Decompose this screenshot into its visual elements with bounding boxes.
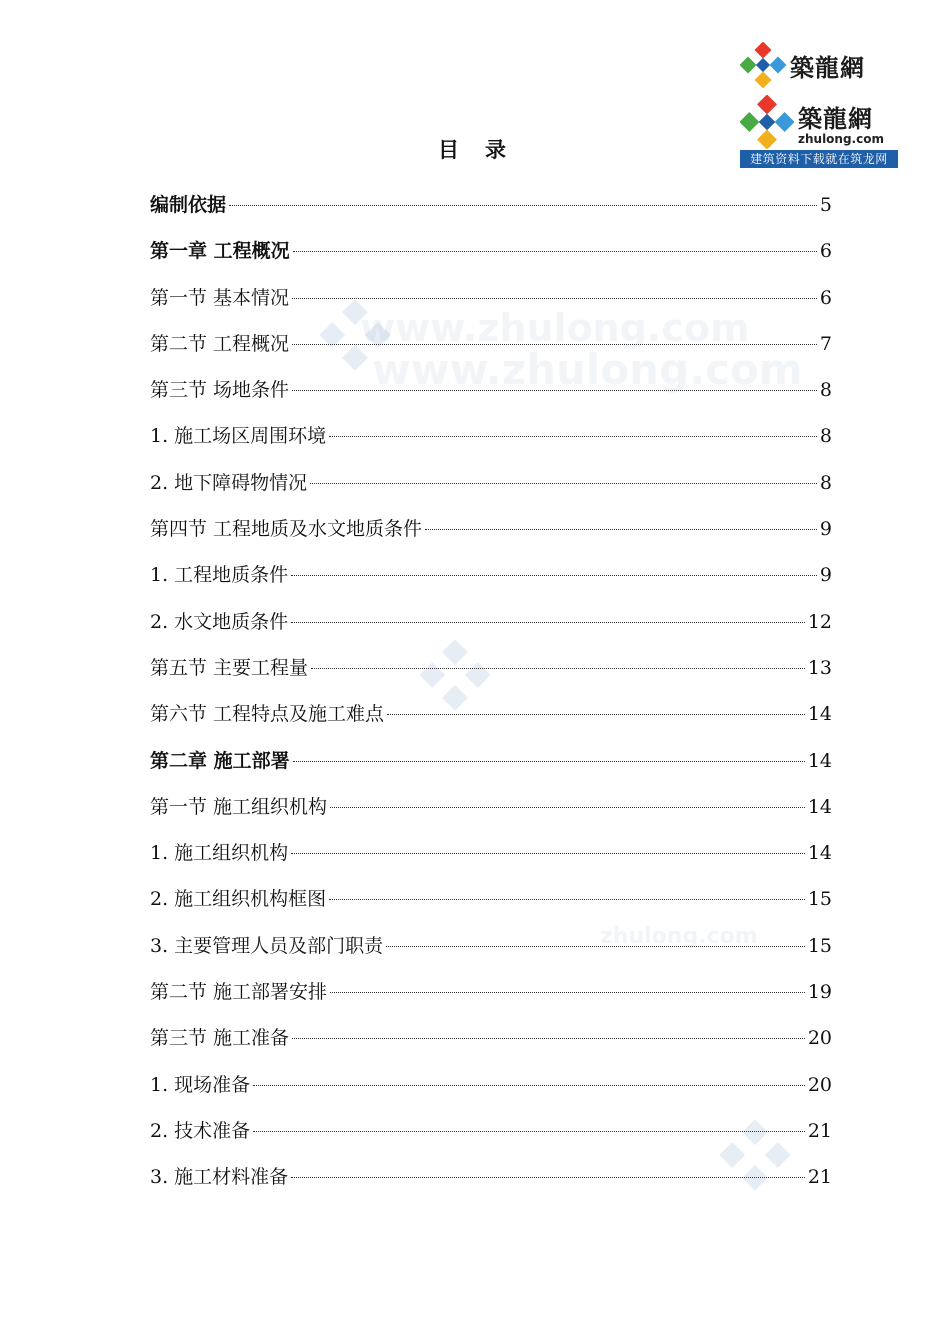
toc-entry[interactable] <box>150 190 832 236</box>
toc-entry-page: 7 <box>819 332 832 355</box>
toc-dot-leader <box>292 390 817 391</box>
toc-dot-leader <box>329 899 805 900</box>
toc-entry[interactable] <box>150 421 832 467</box>
toc-dot-leader <box>291 575 817 576</box>
toc-entry-label: 1. 现场准备 <box>150 1073 251 1096</box>
toc-entry[interactable] <box>150 977 832 1023</box>
toc-dot-leader <box>291 853 805 854</box>
toc-entry-page: 21 <box>807 1119 832 1142</box>
watermark-text: www.zhulong.com <box>360 306 750 350</box>
toc-dot-leader <box>293 761 805 762</box>
toc-entry-label: 第六节 工程特点及施工难点 <box>150 703 385 726</box>
toc-entry[interactable] <box>150 931 832 977</box>
toc-dot-leader <box>311 668 805 669</box>
toc-dot-leader <box>310 483 817 484</box>
logo-domain: zhulong.com <box>798 131 884 146</box>
toc-entry-page: 8 <box>819 425 832 448</box>
toc-entry-page: 14 <box>807 703 832 726</box>
toc-entry-label: 1. 施工场区周围环境 <box>150 425 327 448</box>
toc-entry-label: 第三节 施工准备 <box>150 1027 290 1050</box>
toc-dot-leader <box>292 1038 805 1039</box>
toc-entry-page: 19 <box>807 981 832 1004</box>
logo-banner: 建筑资料下载就在筑龙网 <box>740 150 898 168</box>
toc-entry-label: 第二章 施工部署 <box>150 749 290 772</box>
toc-entry[interactable] <box>150 560 832 606</box>
toc-entry[interactable] <box>150 375 832 421</box>
toc-entry-page: 14 <box>807 842 832 865</box>
toc-entry-label: 2. 施工组织机构框图 <box>150 888 327 911</box>
toc-dot-leader <box>386 946 805 947</box>
toc-dot-leader <box>329 436 817 437</box>
toc-entry-label: 第四节 工程地质及水文地质条件 <box>150 518 423 541</box>
toc-entry[interactable] <box>150 236 832 282</box>
toc-entry-page: 15 <box>807 888 832 911</box>
toc-entry-page: 14 <box>807 795 832 818</box>
watermark-text: zhulong.com <box>600 924 758 949</box>
toc-entry[interactable] <box>150 329 832 375</box>
toc-entry-page: 8 <box>819 471 832 494</box>
toc-entry-page: 20 <box>807 1073 832 1096</box>
toc-entry-label: 第五节 主要工程量 <box>150 656 309 679</box>
toc-title: 目录 <box>438 137 532 162</box>
toc-entry-label: 1. 工程地质条件 <box>150 564 289 587</box>
toc-entry[interactable] <box>150 468 832 514</box>
toc-dot-leader <box>292 298 817 299</box>
toc-dot-leader <box>425 529 817 530</box>
toc-dot-leader <box>387 714 805 715</box>
zhulong-snowflake-icon <box>740 42 786 88</box>
toc-entry-page: 14 <box>807 749 832 772</box>
table-of-contents <box>150 190 832 1209</box>
toc-entry[interactable] <box>150 699 832 745</box>
toc-entry[interactable] <box>150 884 832 930</box>
toc-entry-page: 12 <box>807 610 832 633</box>
toc-entry-page: 20 <box>807 1027 832 1050</box>
toc-entry[interactable] <box>150 1023 832 1069</box>
toc-entry-label: 3. 主要管理人员及部门职责 <box>150 934 384 957</box>
toc-entry[interactable] <box>150 838 832 884</box>
watermark-text: www.zhulong.com <box>372 345 803 394</box>
toc-entry-label: 第一章 工程概况 <box>150 240 290 263</box>
toc-dot-leader <box>229 205 817 206</box>
toc-entry[interactable] <box>150 514 832 560</box>
toc-entry-label: 第三节 场地条件 <box>150 379 290 402</box>
toc-entry[interactable] <box>150 607 832 653</box>
toc-entry-page: 5 <box>819 194 832 216</box>
toc-entry-page: 6 <box>819 286 832 309</box>
toc-entry-label: 2. 地下障碍物情况 <box>150 471 308 494</box>
toc-dot-leader <box>330 992 805 993</box>
toc-dot-leader <box>293 251 817 252</box>
toc-dot-leader <box>292 344 817 345</box>
toc-entry-label: 1. 施工组织机构 <box>150 842 289 865</box>
toc-dot-leader <box>253 1085 805 1086</box>
toc-entry[interactable] <box>150 792 832 838</box>
toc-entry[interactable] <box>150 746 832 792</box>
toc-entry-page: 9 <box>819 564 832 587</box>
zhulong-logo-top <box>740 42 898 88</box>
toc-entry-page: 6 <box>819 240 832 263</box>
toc-entry-page: 8 <box>819 379 832 402</box>
toc-entry-label: 第二节 工程概况 <box>150 332 290 355</box>
toc-entry-label: 第一节 基本情况 <box>150 286 290 309</box>
toc-entry-label: 第一节 施工组织机构 <box>150 795 328 818</box>
toc-dot-leader <box>291 1177 805 1178</box>
toc-entry[interactable] <box>150 1116 832 1162</box>
logo-name-top: 築龍網 <box>790 52 865 82</box>
toc-dot-leader <box>291 622 805 623</box>
toc-entry-page: 21 <box>807 1166 832 1189</box>
toc-entry-page: 13 <box>807 656 832 679</box>
toc-entry-label: 3. 施工材料准备 <box>150 1166 289 1189</box>
logo-name-bottom: 築龍網 <box>798 103 873 133</box>
toc-entry-label: 2. 水文地质条件 <box>150 610 289 633</box>
toc-entry[interactable] <box>150 653 832 699</box>
toc-entry-page: 15 <box>807 934 832 957</box>
toc-dot-leader <box>330 807 805 808</box>
toc-entry-label: 第二节 施工部署安排 <box>150 981 328 1004</box>
toc-entry-page: 9 <box>819 518 832 541</box>
toc-dot-leader <box>253 1131 805 1132</box>
toc-entry-label: 编制依据 <box>150 194 227 216</box>
toc-entry[interactable] <box>150 1070 832 1116</box>
toc-entry[interactable] <box>150 283 832 329</box>
toc-entry[interactable] <box>150 1162 832 1208</box>
toc-entry-label: 2. 技术准备 <box>150 1119 251 1142</box>
